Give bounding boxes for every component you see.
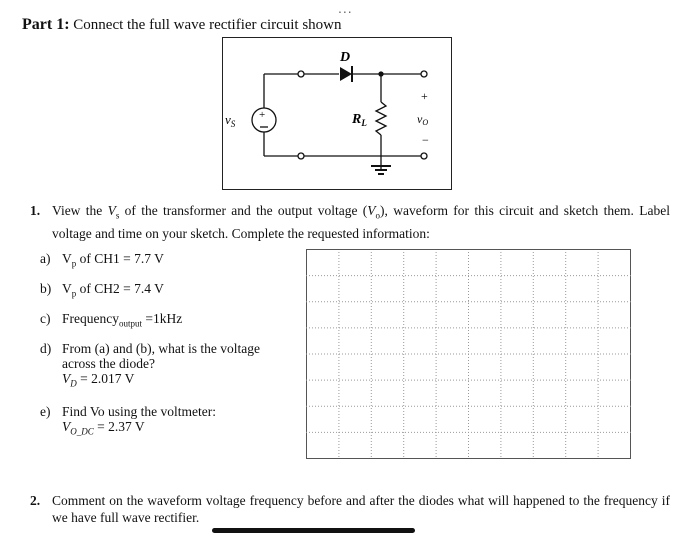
question-1 [30,202,670,242]
question-1-number: 1. [30,203,41,218]
part-title [22,16,342,34]
part-label: Part 1: [22,16,70,33]
question-1-text: View the $V_s$ of the transformer and the output voltage $(V_o)$, waveform for this circuit and sketch them. Label voltage and time on your sketch. Complete the requested information: [52,203,670,241]
output-minus-label: − [422,133,429,147]
resistor-zigzag [376,102,386,135]
terminal-out-bottom [421,153,427,159]
item-e: e) Find Vo using the voltmeter: $V_{O\_DC} = 2.37$ V [40,404,217,437]
output-label: vO [417,112,429,127]
diode-label: D [340,50,351,65]
junction-dot [379,72,383,76]
item-a: a) $V_p$ of CH1 = 7.7 V [40,251,164,269]
circuit-svg [223,38,451,189]
more-options-dots[interactable]: ... [338,0,353,16]
source-label: $v_S$ [225,112,236,129]
sketch-grid [306,249,631,459]
resistor-label: $R_L$ [352,112,367,128]
item-b: b) $V_p$ of CH2 = 7.4 V [40,281,164,299]
home-indicator[interactable] [212,528,415,533]
terminal-top-left [298,71,304,77]
terminal-out-top [421,71,427,77]
terminal-bottom-left [298,153,304,159]
circuit-diagram [222,37,452,190]
item-c: c) Frequency$_{output}$ =1kHz [40,311,183,329]
output-plus-label: + [421,89,428,103]
part-title-text: Connect the full wave rectifier circuit shown [69,17,342,33]
question-2-number: 2. [30,493,41,508]
item-d: d) From (a) and (b), what is the voltage across the diode? $V_D = 2.017$ V [40,341,260,389]
source-plus-icon: + [259,109,266,121]
question-2-text: Comment on the waveform voltage frequency before and after the diodes what will happened to the frequency if we have full wave rectifier. [52,493,670,525]
sketch-grid-svg [306,249,631,459]
diode-icon [340,66,352,82]
question-2 [30,492,670,526]
